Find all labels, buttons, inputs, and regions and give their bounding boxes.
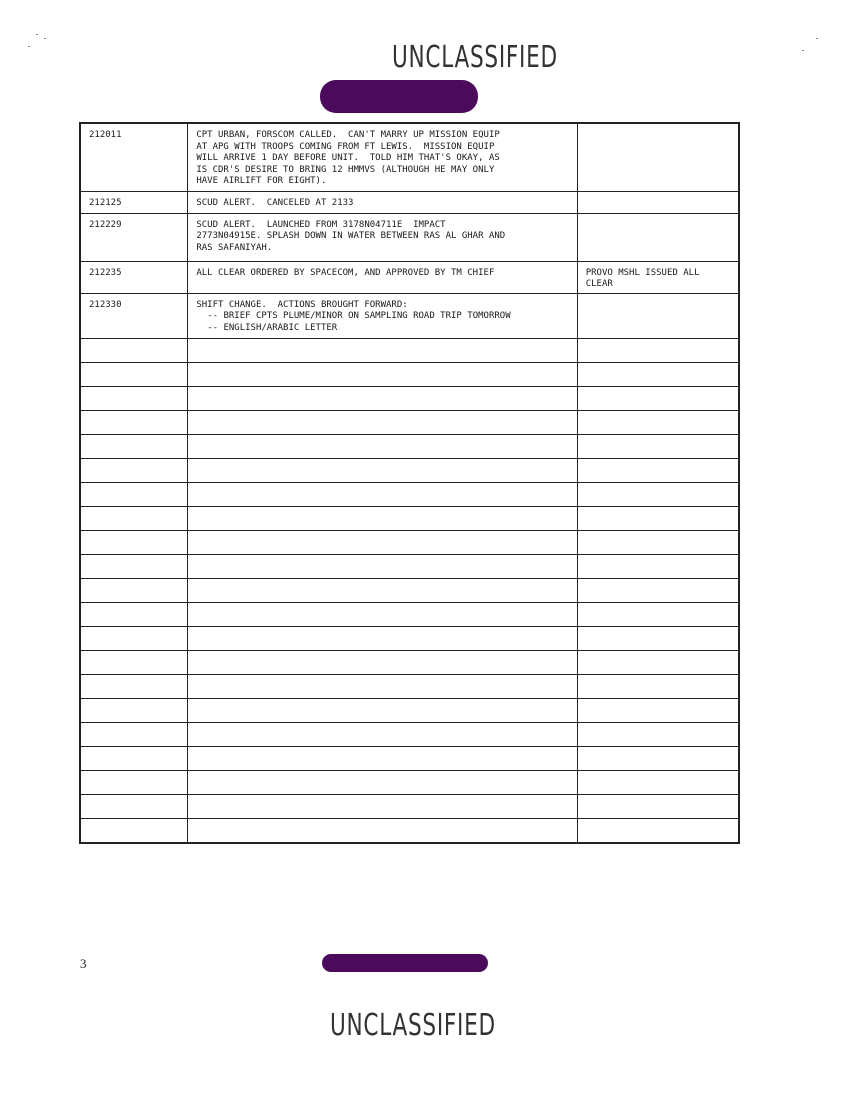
redaction-mark-top <box>320 80 478 113</box>
empty-cell <box>80 530 188 554</box>
empty-cell <box>188 698 577 722</box>
empty-cell <box>80 746 188 770</box>
empty-cell <box>577 410 739 434</box>
empty-cell <box>188 362 577 386</box>
empty-cell <box>80 410 188 434</box>
empty-cell <box>80 554 188 578</box>
empty-cell <box>188 794 577 818</box>
empty-cell <box>80 506 188 530</box>
time-cell: 212330 <box>80 293 188 338</box>
empty-cell <box>80 722 188 746</box>
empty-cell <box>188 458 577 482</box>
empty-cell <box>80 482 188 506</box>
empty-cell <box>577 722 739 746</box>
classification-header: UNCLASSIFIED <box>392 40 558 75</box>
empty-cell <box>188 626 577 650</box>
empty-cell <box>577 530 739 554</box>
empty-table-row <box>80 746 739 770</box>
entry-cell: ALL CLEAR ORDERED BY SPACECOM, AND APPROVED BY TM CHIEF <box>188 261 577 293</box>
empty-cell <box>577 578 739 602</box>
time-cell: 212229 <box>80 213 188 261</box>
empty-cell <box>80 626 188 650</box>
empty-table-row <box>80 602 739 626</box>
empty-cell <box>188 410 577 434</box>
action-cell <box>577 213 739 261</box>
scan-speck <box>28 46 30 47</box>
scan-speck <box>816 38 818 39</box>
empty-cell <box>80 362 188 386</box>
empty-cell <box>577 746 739 770</box>
empty-table-row <box>80 674 739 698</box>
scan-speck <box>802 50 804 51</box>
empty-cell <box>577 506 739 530</box>
action-cell <box>577 123 739 191</box>
table-row <box>80 213 739 261</box>
empty-cell <box>188 554 577 578</box>
empty-table-row <box>80 362 739 386</box>
empty-cell <box>577 386 739 410</box>
empty-cell <box>80 794 188 818</box>
empty-table-row <box>80 554 739 578</box>
empty-cell <box>80 602 188 626</box>
empty-table-row <box>80 482 739 506</box>
scan-speck <box>36 34 38 35</box>
table-row <box>80 261 739 293</box>
entry-cell: SCUD ALERT. LAUNCHED FROM 3178N04711E IMPACT 2773N04915E. SPLASH DOWN IN WATER BETWEEN RAS AL GHAR AND RAS SAFANIYAH. <box>188 213 577 261</box>
time-cell: 212011 <box>80 123 188 191</box>
empty-cell <box>80 458 188 482</box>
page-number: 3 <box>80 956 87 971</box>
empty-table-row <box>80 794 739 818</box>
empty-cell <box>80 578 188 602</box>
empty-table-row <box>80 818 739 843</box>
empty-cell <box>577 338 739 362</box>
empty-cell <box>188 674 577 698</box>
empty-cell <box>80 338 188 362</box>
empty-table-row <box>80 434 739 458</box>
table-row <box>80 191 739 213</box>
empty-cell <box>577 434 739 458</box>
action-cell <box>577 191 739 213</box>
empty-cell <box>80 818 188 843</box>
empty-cell <box>577 482 739 506</box>
empty-cell <box>577 554 739 578</box>
empty-cell <box>188 602 577 626</box>
empty-cell <box>188 818 577 843</box>
empty-cell <box>577 794 739 818</box>
empty-table-row <box>80 410 739 434</box>
empty-table-row <box>80 506 739 530</box>
empty-cell <box>188 434 577 458</box>
empty-table-row <box>80 578 739 602</box>
redaction-mark-bottom <box>322 954 488 972</box>
empty-table-row <box>80 626 739 650</box>
empty-cell <box>577 770 739 794</box>
empty-table-row <box>80 338 739 362</box>
entry-cell: CPT URBAN, FORSCOM CALLED. CAN'T MARRY UP MISSION EQUIP AT APG WITH TROOPS COMING FROM FT LEWIS. MISSION EQUIP WILL ARRIVE 1 DAY BEFORE UNIT. TOLD HIM THAT'S OKAY, AS IS CDR'S DESIRE TO BRING 12 HMMVS (ALTHOUGH HE MAY ONLY HAVE AIRLIFT FOR EIGHT). <box>188 123 577 191</box>
entry-cell: SHIFT CHANGE. ACTIONS BROUGHT FORWARD: -- BRIEF CPTS PLUME/MINOR ON SAMPLING ROAD TRIP TOMORROW -- ENGLISH/ARABIC LETTER <box>188 293 577 338</box>
empty-table-row <box>80 458 739 482</box>
empty-table-row <box>80 698 739 722</box>
empty-cell <box>577 458 739 482</box>
empty-cell <box>188 506 577 530</box>
classification-footer: UNCLASSIFIED <box>330 1008 496 1043</box>
action-cell <box>577 293 739 338</box>
table-row <box>80 123 739 191</box>
empty-table-row <box>80 722 739 746</box>
empty-cell <box>80 674 188 698</box>
scan-speck <box>44 38 46 39</box>
empty-table-row <box>80 386 739 410</box>
empty-table-row <box>80 530 739 554</box>
empty-table-row <box>80 770 739 794</box>
time-cell: 212235 <box>80 261 188 293</box>
empty-cell <box>80 650 188 674</box>
empty-table-row <box>80 650 739 674</box>
empty-cell <box>577 362 739 386</box>
empty-cell <box>188 722 577 746</box>
empty-cell <box>577 626 739 650</box>
empty-cell <box>80 770 188 794</box>
event-log-table <box>79 122 740 844</box>
empty-cell <box>188 770 577 794</box>
empty-cell <box>80 386 188 410</box>
empty-cell <box>80 698 188 722</box>
empty-cell <box>577 698 739 722</box>
empty-cell <box>188 482 577 506</box>
table-row <box>80 293 739 338</box>
empty-cell <box>80 434 188 458</box>
empty-cell <box>577 650 739 674</box>
entry-cell: SCUD ALERT. CANCELED AT 2133 <box>188 191 577 213</box>
action-cell: PROVO MSHL ISSUED ALL CLEAR <box>577 261 739 293</box>
empty-cell <box>577 674 739 698</box>
empty-cell <box>577 602 739 626</box>
empty-cell <box>188 386 577 410</box>
empty-cell <box>188 650 577 674</box>
empty-cell <box>188 338 577 362</box>
event-log-body <box>80 123 739 843</box>
empty-cell <box>188 530 577 554</box>
empty-cell <box>188 578 577 602</box>
time-cell: 212125 <box>80 191 188 213</box>
empty-cell <box>188 746 577 770</box>
empty-cell <box>577 818 739 843</box>
